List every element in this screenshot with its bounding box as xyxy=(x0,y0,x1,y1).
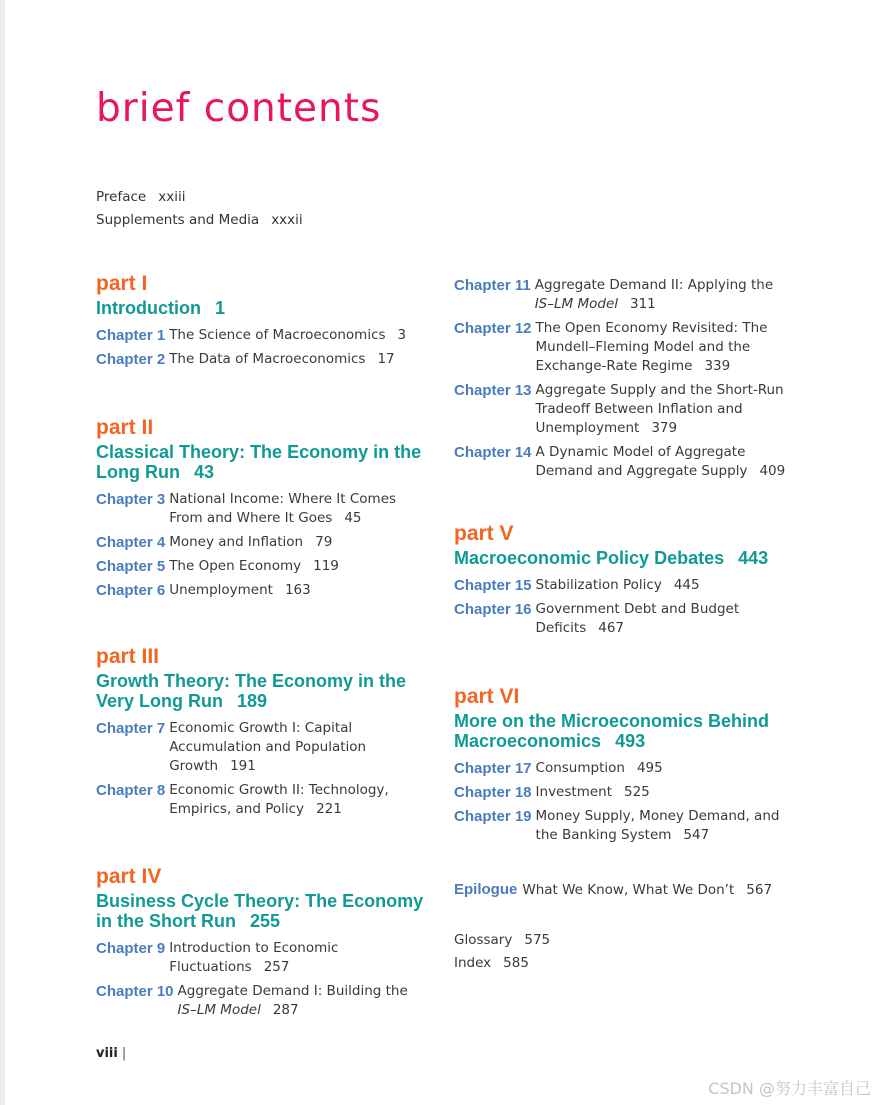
watermark: CSDN @努力丰富自己 xyxy=(708,1079,871,1098)
part-4 xyxy=(96,864,436,1025)
part-2 xyxy=(96,415,436,605)
chapter-entry[interactable]: Chapter 1 The Science of Macroeconomics 3 xyxy=(96,327,407,344)
chapter-entry[interactable]: Chapter 3 National Income: Where It Comes From and Where It Goes 45 xyxy=(96,491,397,526)
front-matter xyxy=(96,186,303,232)
part-label: part II xyxy=(96,416,154,439)
chapter-entry[interactable]: Chapter 5 The Open Economy 119 xyxy=(96,558,339,575)
back-matter-item[interactable]: Index 585 xyxy=(454,955,529,971)
part-label: part V xyxy=(454,522,514,545)
chapter-label: Chapter 4 xyxy=(96,534,166,551)
part-label: part I xyxy=(96,272,148,295)
chapter-entry[interactable]: Chapter 13 Aggregate Supply and the Short-Run Tradeoff Between Inflation and Unemployment 379 xyxy=(454,382,784,436)
chapter-label: Chapter 10 xyxy=(96,983,174,1000)
part-3 xyxy=(96,644,436,824)
chapter-label: Chapter 19 xyxy=(454,808,532,825)
chapter-label: Chapter 14 xyxy=(454,444,532,461)
part-title[interactable]: Classical Theory: The Economy in the Long Run 43 xyxy=(96,442,422,482)
chapter-entry[interactable]: Chapter 9 Introduction to Economic Fluctuations 257 xyxy=(96,940,339,975)
back-matter-item[interactable]: Glossary 575 xyxy=(454,932,551,948)
part-label: part VI xyxy=(454,685,520,708)
chapter-label: Chapter 13 xyxy=(454,382,532,399)
chapter-entry[interactable]: Chapter 19 Money Supply, Money Demand, and the Banking System 547 xyxy=(454,808,780,843)
epilogue-entry[interactable]: Epilogue What We Know, What We Don’t 567 xyxy=(454,881,773,898)
part-title[interactable]: Business Cycle Theory: The Economy in the Short Run 255 xyxy=(96,891,424,931)
page-number: viii | xyxy=(96,1046,127,1061)
part-title[interactable]: Growth Theory: The Economy in the Very Long Run 189 xyxy=(96,671,407,711)
chapter-label: Chapter 9 xyxy=(96,940,166,957)
part-title[interactable]: Macroeconomic Policy Debates 443 xyxy=(454,548,769,568)
chapter-label: Chapter 6 xyxy=(96,582,166,599)
chapter-entry[interactable]: Chapter 15 Stabilization Policy 445 xyxy=(454,577,700,594)
chapter-label: Chapter 17 xyxy=(454,760,532,777)
part-4-continued xyxy=(454,276,794,486)
chapter-label: Chapter 12 xyxy=(454,320,532,337)
chapter-entry[interactable]: Chapter 6 Unemployment 163 xyxy=(96,582,311,599)
front-matter-item[interactable]: Preface xxiii xyxy=(96,189,186,205)
chapter-entry[interactable]: Chapter 4 Money and Inflation 79 xyxy=(96,534,333,551)
part-5 xyxy=(454,521,799,643)
part-6 xyxy=(454,684,799,850)
page-edge xyxy=(0,0,5,1105)
chapter-label: Chapter 3 xyxy=(96,491,166,508)
chapter-label: Chapter 15 xyxy=(454,577,532,594)
chapter-label: Chapter 7 xyxy=(96,720,166,737)
chapter-entry[interactable]: Chapter 7 Economic Growth I: Capital Accumulation and Population Growth 191 xyxy=(96,720,367,774)
part-title[interactable]: More on the Microeconomics Behind Macroeconomics 493 xyxy=(454,711,770,751)
front-matter-item[interactable]: Supplements and Media xxxii xyxy=(96,212,303,228)
chapter-entry[interactable]: Chapter 17 Consumption 495 xyxy=(454,760,663,777)
part-label: part IV xyxy=(96,865,162,888)
folio-divider: | xyxy=(121,1046,127,1061)
chapter-label: Chapter 11 xyxy=(454,277,531,294)
chapter-entry[interactable]: Chapter 2 The Data of Macroeconomics 17 xyxy=(96,351,395,368)
part-1 xyxy=(96,271,436,374)
page-title: brief contents xyxy=(96,86,382,131)
chapter-label: Chapter 5 xyxy=(96,558,166,575)
chapter-label: Chapter 8 xyxy=(96,782,166,799)
part-title[interactable]: Introduction 1 xyxy=(96,298,225,318)
chapter-entry[interactable]: Chapter 8 Economic Growth II: Technology, Empirics, and Policy 221 xyxy=(96,782,389,817)
chapter-label: Chapter 2 xyxy=(96,351,166,368)
back-matter xyxy=(454,929,550,975)
epilogue-label: Epilogue xyxy=(454,881,518,898)
chapter-entry[interactable]: Chapter 12 The Open Economy Revisited: The Mundell–Fleming Model and the Exchange-Rate Regime 339 xyxy=(454,320,768,374)
chapter-label: Chapter 16 xyxy=(454,601,532,618)
chapter-entry[interactable]: Chapter 16 Government Debt and Budget Deficits 467 xyxy=(454,601,740,636)
chapter-entry[interactable]: Chapter 18 Investment 525 xyxy=(454,784,650,801)
chapter-label: Chapter 18 xyxy=(454,784,532,801)
chapter-entry[interactable]: Chapter 14 A Dynamic Model of Aggregate Demand and Aggregate Supply 409 xyxy=(454,444,786,479)
chapter-entry[interactable]: Chapter 10 Aggregate Demand I: Building the IS–LM Model 287 xyxy=(96,983,408,1018)
chapter-label: Chapter 1 xyxy=(96,327,166,344)
chapter-entry[interactable]: Chapter 11 Aggregate Demand II: Applying the IS–LM Model 311 xyxy=(454,277,774,312)
part-label: part III xyxy=(96,645,160,668)
